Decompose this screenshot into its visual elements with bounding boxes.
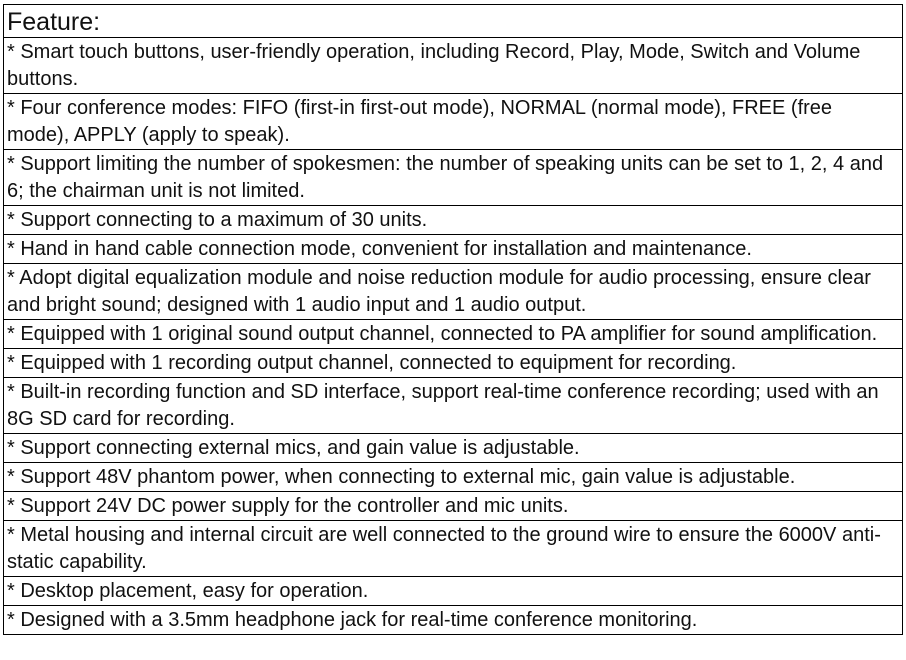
- feature-row: [4, 378, 903, 434]
- feature-row: [4, 38, 903, 94]
- feature-item: * Metal housing and internal circuit are well connected to the ground wire to ensure the 6000V anti-static capability.: [4, 521, 903, 577]
- feature-item: * Support connecting external mics, and gain value is adjustable.: [4, 434, 903, 463]
- feature-table: [3, 4, 903, 635]
- feature-item: * Smart touch buttons, user-friendly operation, including Record, Play, Mode, Switch and Volume buttons.: [4, 38, 903, 94]
- feature-row: [4, 463, 903, 492]
- feature-row: [4, 264, 903, 320]
- feature-row: [4, 349, 903, 378]
- feature-row: [4, 606, 903, 635]
- feature-item: * Hand in hand cable connection mode, convenient for installation and maintenance.: [4, 235, 903, 264]
- feature-row: [4, 150, 903, 206]
- feature-item: * Adopt digital equalization module and noise reduction module for audio processing, ensure clear and bright sound; designed with 1 audio input and 1 audio output.: [4, 264, 903, 320]
- feature-item: * Designed with a 3.5mm headphone jack for real-time conference monitoring.: [4, 606, 903, 635]
- feature-row: [4, 94, 903, 150]
- feature-row: [4, 521, 903, 577]
- feature-item: * Built-in recording function and SD interface, support real-time conference recording; used with an 8G SD card for recording.: [4, 378, 903, 434]
- feature-heading: Feature:: [4, 5, 903, 38]
- feature-item: * Support 24V DC power supply for the controller and mic units.: [4, 492, 903, 521]
- feature-item: * Four conference modes: FIFO (first-in first-out mode), NORMAL (normal mode), FREE (free mode), APPLY (apply to speak).: [4, 94, 903, 150]
- feature-item: * Support limiting the number of spokesmen: the number of speaking units can be set to 1, 2, 4 and 6; the chairman unit is not limited.: [4, 150, 903, 206]
- feature-item: * Support connecting to a maximum of 30 units.: [4, 206, 903, 235]
- feature-row: [4, 320, 903, 349]
- feature-item: * Equipped with 1 recording output channel, connected to equipment for recording.: [4, 349, 903, 378]
- feature-row: [4, 492, 903, 521]
- feature-row: [4, 235, 903, 264]
- feature-row: [4, 434, 903, 463]
- feature-item: * Desktop placement, easy for operation.: [4, 577, 903, 606]
- feature-item: * Support 48V phantom power, when connecting to external mic, gain value is adjustable.: [4, 463, 903, 492]
- feature-row: [4, 206, 903, 235]
- feature-row: [4, 577, 903, 606]
- feature-item: * Equipped with 1 original sound output channel, connected to PA amplifier for sound amplification.: [4, 320, 903, 349]
- header-row: [4, 5, 903, 38]
